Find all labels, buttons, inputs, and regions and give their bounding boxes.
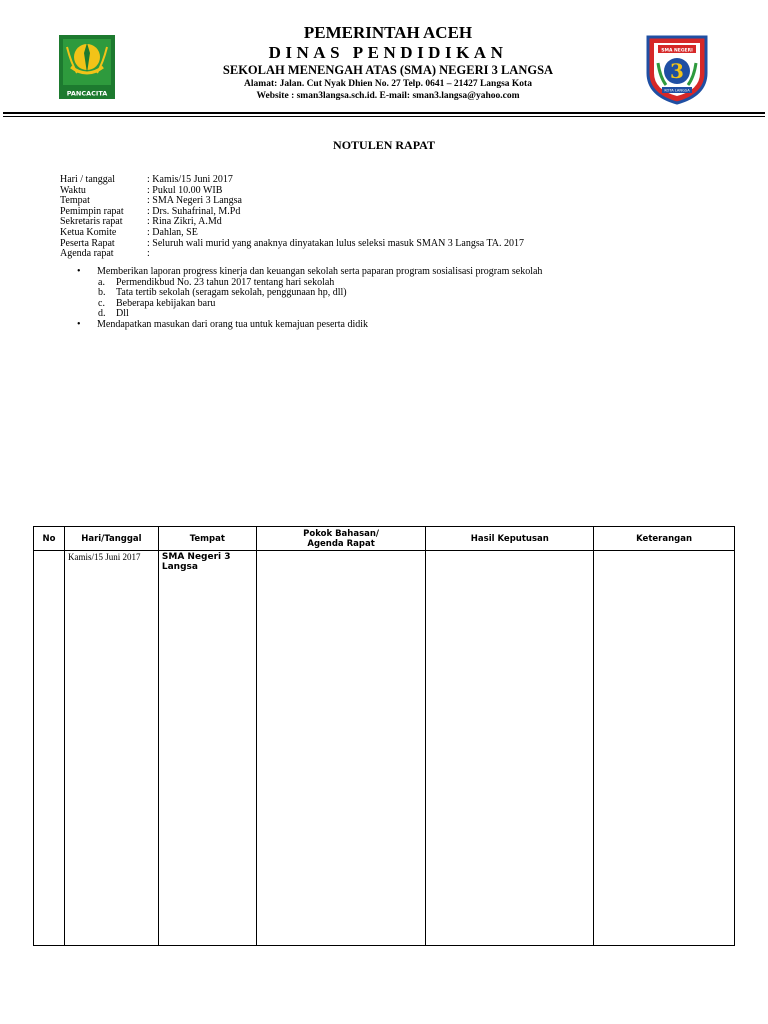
subitem-letter: b. bbox=[98, 287, 106, 299]
column-header-place: Tempat bbox=[158, 527, 256, 551]
agenda-item-text: Mendapatkan masukan dari orang tua untuk kemajuan peserta didik bbox=[97, 318, 369, 330]
info-value: : Drs. Suhafrinal, M.Pd bbox=[147, 205, 241, 217]
info-row bbox=[60, 249, 524, 260]
info-value: : Dahlan, SE bbox=[147, 226, 198, 238]
cell-decision bbox=[426, 551, 594, 946]
topic-header-line2: Agenda Rapat bbox=[307, 538, 375, 549]
info-label: Tempat bbox=[60, 195, 90, 207]
info-value: : Pukul 10.00 WIB bbox=[147, 184, 223, 196]
school-emblem-logo bbox=[644, 33, 710, 105]
topic-header-line1: Pokok Bahasan/ bbox=[303, 528, 380, 539]
subitem-text: Tata tertib sekolah (seragam sekolah, penggunaan hp, dll) bbox=[116, 287, 347, 299]
subitem-text: Permendikbud No. 23 tahun 2017 tentang hari sekolah bbox=[116, 276, 335, 288]
info-label: Ketua Komite bbox=[60, 226, 117, 238]
letterhead-divider-thick bbox=[3, 112, 765, 114]
info-value: : bbox=[147, 248, 150, 260]
government-name: PEMERINTAH ACEH bbox=[303, 23, 473, 42]
school-logo-banner: SMA NEGERI bbox=[661, 48, 693, 54]
logo-caption: PANCACITA bbox=[66, 89, 108, 98]
info-label: Sekretaris rapat bbox=[60, 216, 123, 228]
info-value: : Rina Zikri, A.Md bbox=[147, 216, 222, 228]
info-value: : Seluruh wali murid yang anaknya dinyatakan lulus seleksi masuk SMAN 3 Langsa TA. 2017 bbox=[147, 237, 525, 249]
department-name: DINAS PENDIDIKAN bbox=[268, 43, 508, 62]
cell-date: Kamis/15 Juni 2017 bbox=[64, 551, 158, 946]
aceh-emblem-logo bbox=[57, 33, 117, 101]
agenda-item bbox=[60, 320, 542, 331]
subitem-letter: d. bbox=[98, 308, 106, 320]
table-row bbox=[34, 551, 735, 946]
cell-topic bbox=[256, 551, 426, 946]
school-website: Website : sman3langsa.sch.id. E-mail: sman3.langsa@yahoo.com bbox=[256, 91, 520, 101]
column-header-date: Hari/Tanggal bbox=[64, 527, 158, 551]
letterhead-divider-thin bbox=[3, 116, 765, 117]
subitem-text: Dll bbox=[116, 308, 129, 320]
info-row bbox=[60, 175, 524, 186]
info-value: : Kamis/15 Juni 2017 bbox=[147, 174, 233, 185]
info-row bbox=[60, 207, 524, 218]
bullet-icon: • bbox=[77, 266, 81, 277]
info-label: Agenda rapat bbox=[60, 248, 114, 260]
column-header-topic bbox=[256, 527, 426, 551]
info-label: Peserta Rapat bbox=[60, 237, 115, 249]
agenda-sublist bbox=[60, 278, 542, 320]
info-label: Waktu bbox=[60, 184, 86, 196]
info-row bbox=[60, 186, 524, 197]
cell-place: SMA Negeri 3 Langsa bbox=[158, 551, 256, 946]
letterhead bbox=[150, 23, 626, 102]
info-row bbox=[60, 217, 524, 228]
agenda-item-text: Memberikan laporan progress kinerja dan keuangan sekolah serta paparan program sosialisasi program sekolah bbox=[97, 266, 543, 277]
info-row bbox=[60, 196, 524, 207]
table-header-row bbox=[34, 527, 735, 551]
document-title: NOTULEN RAPAT bbox=[333, 138, 435, 152]
cell-no bbox=[34, 551, 65, 946]
column-header-decision: Hasil Keputusan bbox=[426, 527, 594, 551]
school-logo-footer: KOTA LANGSA bbox=[664, 88, 690, 93]
school-name: SEKOLAH MENENGAH ATAS (SMA) NEGERI 3 LANGSA bbox=[222, 63, 554, 77]
info-value: : SMA Negeri 3 Langsa bbox=[147, 195, 242, 207]
info-row bbox=[60, 228, 524, 239]
subitem-letter: a. bbox=[98, 276, 105, 288]
school-logo-number: 3 bbox=[670, 59, 684, 83]
info-label: Pemimpin rapat bbox=[60, 205, 124, 217]
cell-notes bbox=[594, 551, 735, 946]
info-row bbox=[60, 239, 524, 250]
agenda-subitem bbox=[60, 299, 542, 310]
school-address: Alamat: Jalan. Cut Nyak Dhien No. 27 Telp. 0641 – 21427 Langsa Kota bbox=[244, 79, 532, 89]
agenda-list bbox=[60, 267, 542, 331]
bullet-icon: • bbox=[77, 318, 81, 330]
meeting-info bbox=[60, 175, 524, 260]
subitem-text: Beberapa kebijakan baru bbox=[116, 297, 216, 309]
column-header-no: No bbox=[34, 527, 65, 551]
info-label: Hari / tanggal bbox=[60, 174, 115, 185]
column-header-notes: Keterangan bbox=[594, 527, 735, 551]
subitem-letter: c. bbox=[98, 297, 105, 309]
minutes-table bbox=[33, 526, 735, 946]
